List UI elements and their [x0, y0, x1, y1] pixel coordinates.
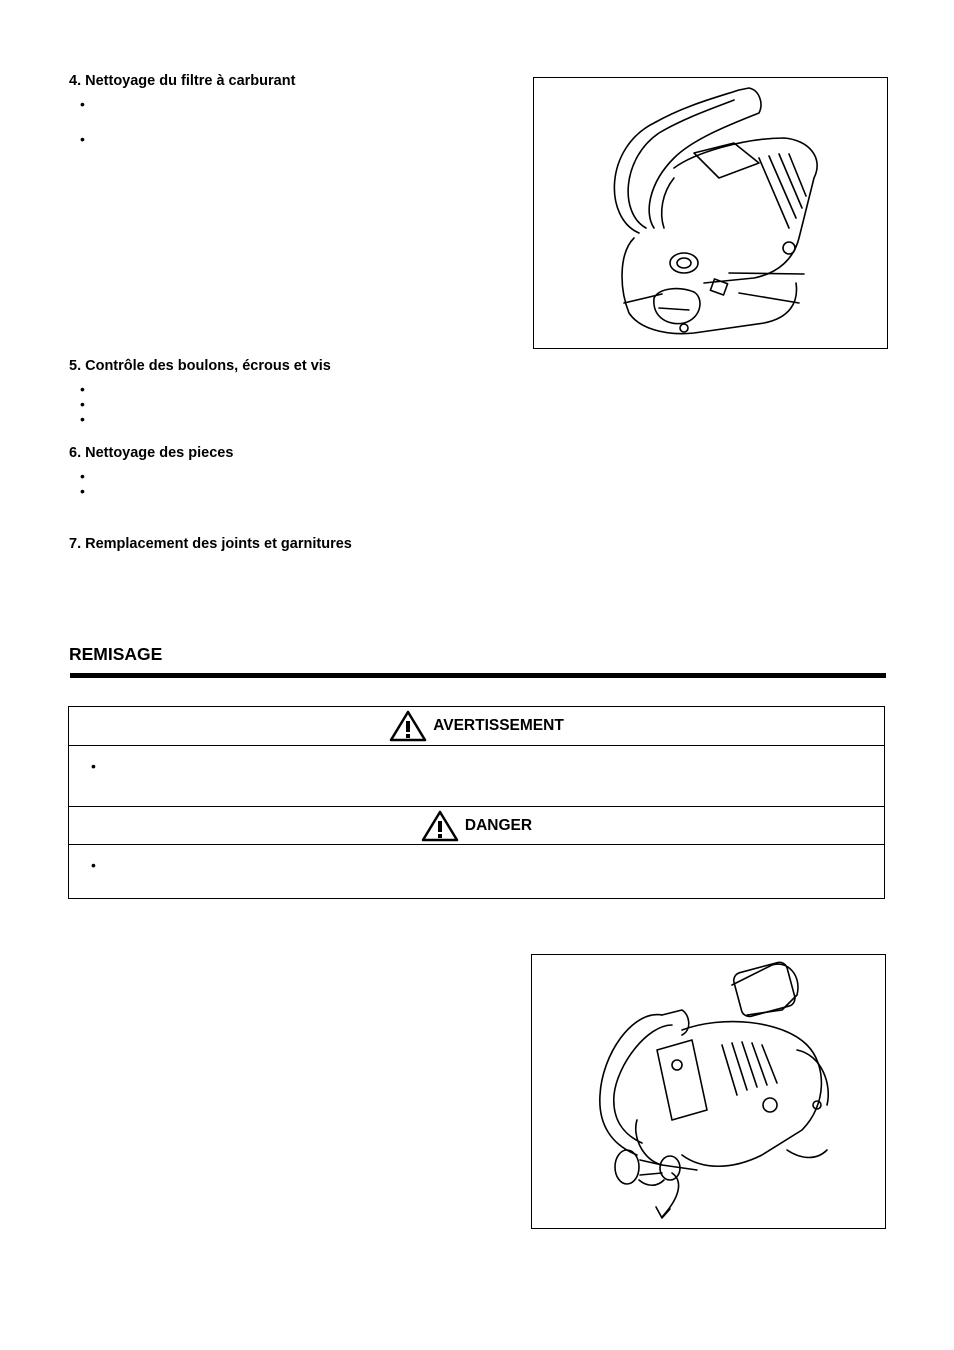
danger-label: DANGER — [464, 816, 533, 834]
bullet: • — [80, 411, 85, 427]
storage-heading: REMISAGE — [69, 644, 163, 664]
bullet: • — [80, 468, 85, 484]
blower-fuel-filter-illustration — [534, 78, 887, 348]
warning-label: AVERTISSEMENT — [433, 717, 564, 734]
bullet: • — [80, 96, 85, 112]
warning-triangle-icon — [421, 810, 459, 842]
bullet: • — [80, 396, 85, 412]
figure-fuel-drain — [531, 954, 886, 1229]
warning-triangle-icon — [389, 710, 427, 742]
bullet: • — [91, 857, 96, 873]
blower-fuel-drain-illustration — [532, 955, 885, 1228]
warning-box — [68, 706, 885, 807]
section-4-heading: 4. Nettoyage du filtre à carburant — [69, 73, 296, 89]
figure-fuel-filter — [533, 77, 888, 349]
bullet: • — [91, 758, 96, 774]
heading-rule — [70, 673, 886, 678]
section-5-heading: 5. Contrôle des boulons, écrous et vis — [69, 358, 331, 374]
bullet: • — [80, 131, 85, 147]
danger-box — [68, 806, 885, 899]
section-7-heading: 7. Remplacement des joints et garnitures — [69, 536, 352, 552]
section-6-heading: 6. Nettoyage des pieces — [69, 445, 234, 461]
bullet: • — [80, 483, 85, 499]
bullet: • — [80, 381, 85, 397]
danger-header — [69, 807, 884, 845]
warning-header — [69, 707, 884, 746]
